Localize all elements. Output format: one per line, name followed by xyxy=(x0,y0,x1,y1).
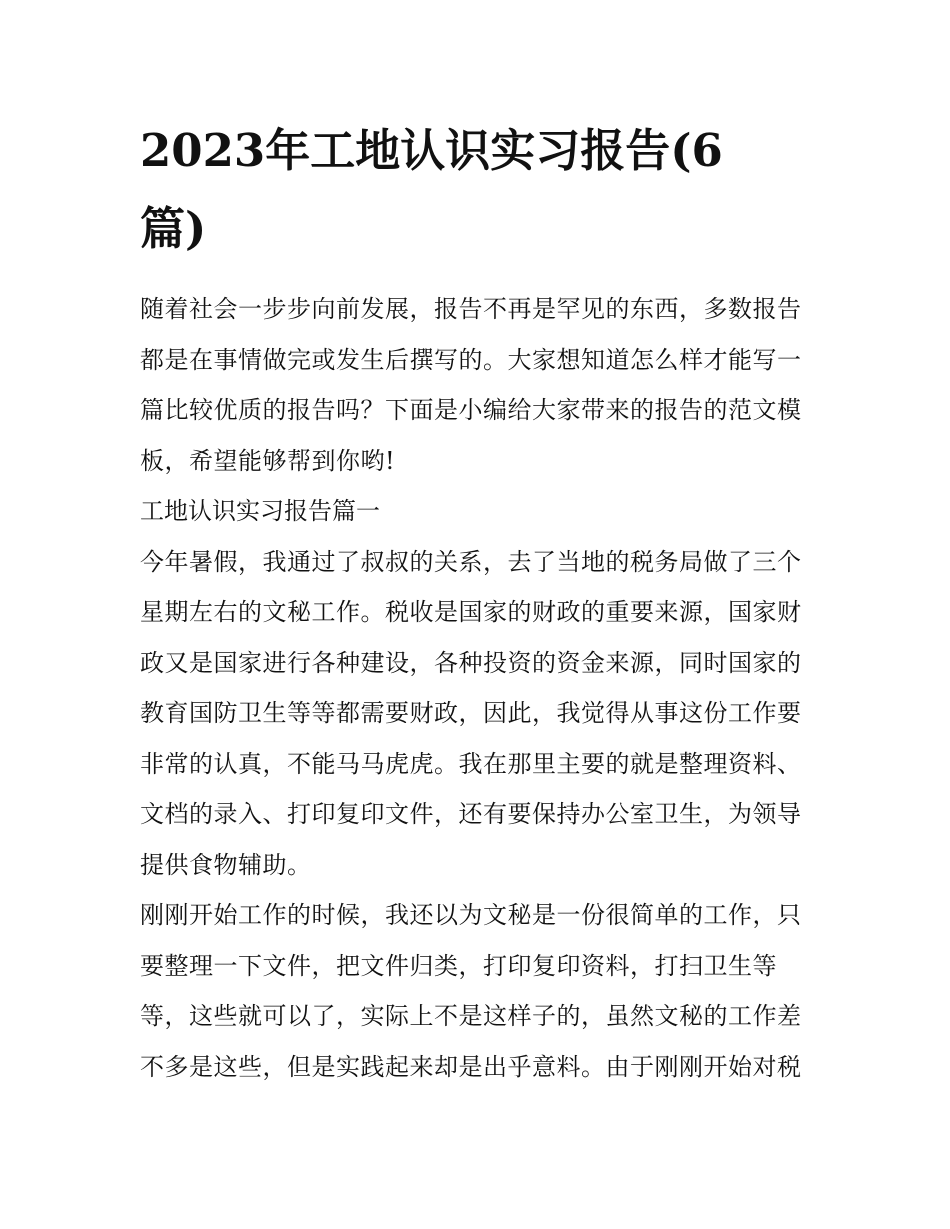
text-line: 要整理一下文件，把文件归类，打印复印资料，打扫卫生等 xyxy=(140,951,777,980)
text-line: 非常的认真，不能马马虎虎。我在那里主要的就是整理资料、 xyxy=(140,749,802,778)
intro-paragraph xyxy=(140,284,812,486)
body-paragraph-1 xyxy=(140,537,812,891)
text-line: 板，希望能够帮到你哟! xyxy=(140,446,396,475)
text-line: 随着社会一步步向前发展，报告不再是罕见的东西，多数报告 xyxy=(140,295,802,323)
text-line: 等，这些就可以了，实际上不是这样子的，虽然文秘的工作差 xyxy=(140,1002,802,1030)
document-title xyxy=(140,112,812,268)
text-line: 不多是这些，但是实践起来却是出乎意料。由于刚刚开始对税 xyxy=(140,1052,802,1081)
title-line: 篇) xyxy=(140,202,207,255)
section-heading: 工地认识实习报告篇一 xyxy=(140,497,380,525)
text-line: 教育国防卫生等等都需要财政，因此，我觉得从事这份工作要 xyxy=(140,699,802,727)
text-line: 政又是国家进行各种建设，各种投资的资金来源，同时国家的 xyxy=(140,648,802,677)
document-page xyxy=(140,112,812,1092)
text-line: 星期左右的文秘工作。税收是国家的财政的重要来源，国家财 xyxy=(140,598,802,626)
body-paragraph-2 xyxy=(140,890,812,1092)
title-line: 2023年工地认识实习报告(6 xyxy=(140,124,723,177)
text-line: 今年暑假，我通过了叔叔的关系，去了当地的税务局做了三个 xyxy=(140,547,802,576)
text-line: 都是在事情做完或发生后撰写的。大家想知道怎么样才能写一 xyxy=(140,345,802,374)
text-line: 篇比较优质的报告吗？下面是小编给大家带来的报告的范文模 xyxy=(140,396,802,424)
text-line: 文档的录入、打印复印文件，还有要保持办公室卫生，为领导 xyxy=(140,800,802,828)
text-line: 刚刚开始工作的时候，我还以为文秘是一份很简单的工作，只 xyxy=(140,901,802,929)
text-line: 提供食物辅助。 xyxy=(140,850,312,879)
